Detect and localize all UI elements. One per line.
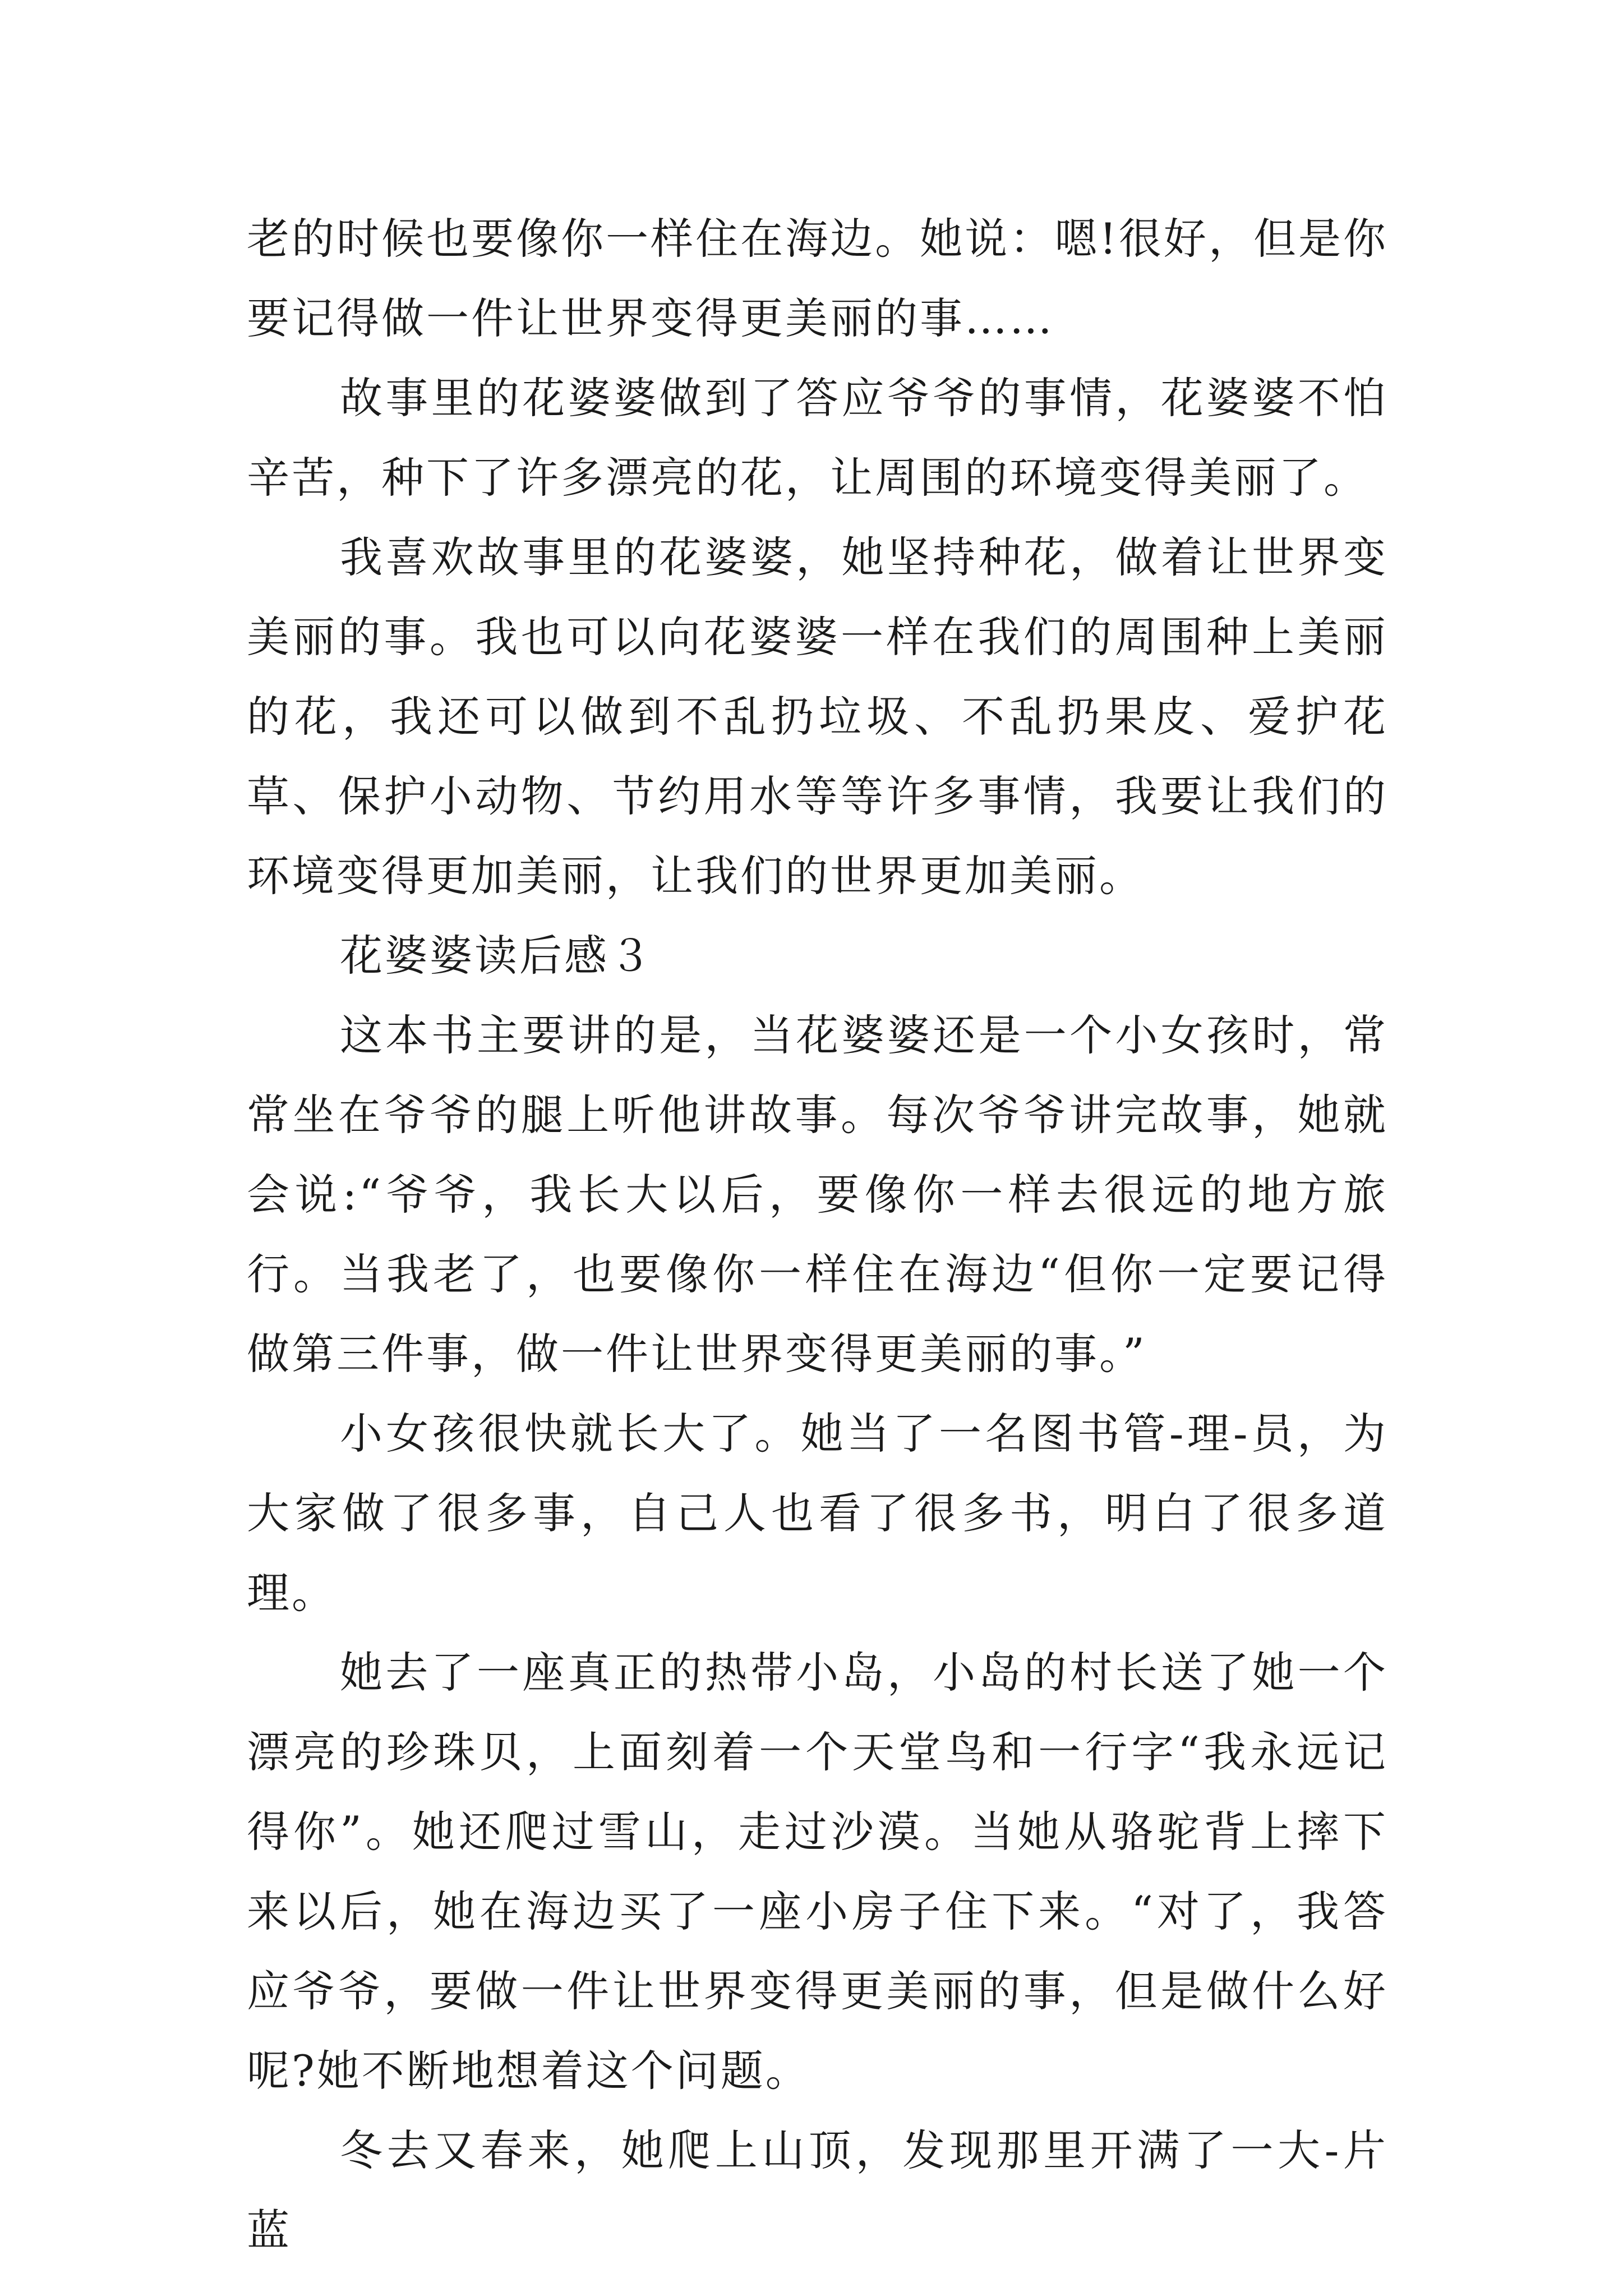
paragraph: 她去了一座真正的热带小岛，小岛的村长送了她一个漂亮的珍珠贝，上面刻着一个天堂鸟和一行字“我永远记得你”。她还爬过雪山，走过沙漠。当她从骆驼背上摔下来以后，她在海边买了一座小房子住下来。“对了，我答应爷爷，要做一件让世界变得更美丽的事，但是做什么好呢?她不断地想着这个问题。	[247, 1648, 1388, 2096]
paragraph: 这本书主要讲的是，当花婆婆还是一个小女孩时，常常坐在爷爷的腿上听他讲故事。每次爷爷讲完故事，她就会说:“爷爷，我长大以后，要像你一样去很远的地方旅行。当我老了，也要像你一样住在海边“但你一定要记得做第三件事，做一件让世界变得更美丽的事。”	[247, 1010, 1388, 1379]
paragraph: 冬去又春来，她爬上山顶，发现那里开满了一大-片蓝	[247, 2125, 1388, 2255]
section-heading: 花婆婆读后感３	[340, 931, 654, 981]
paragraph: 故事里的花婆婆做到了答应爷爷的事情，花婆婆不怕辛苦，种下了许多漂亮的花，让周围的环境变得美丽了。	[247, 373, 1388, 503]
paragraph-continued: 老的时候也要像你一样住在海边。她说：嗯!很好，但是你要记得做一件让世界变得更美丽的事……	[247, 214, 1388, 343]
document-body	[247, 199, 1388, 2270]
paragraph: 我喜欢故事里的花婆婆，她坚持种花，做着让世界变美丽的事。我也可以向花婆婆一样在我们的周围种上美丽的花，我还可以做到不乱扔垃圾、不乱扔果皮、爱护花草、保护小动物、节约用水等等许多事情，我要让我们的环境变得更加美丽，让我们的世界更加美丽。	[247, 532, 1388, 901]
paragraph: 小女孩很快就长大了。她当了一名图书管-理-员，为大家做了很多事，自己人也看了很多书，明白了很多道理。	[247, 1409, 1388, 1618]
